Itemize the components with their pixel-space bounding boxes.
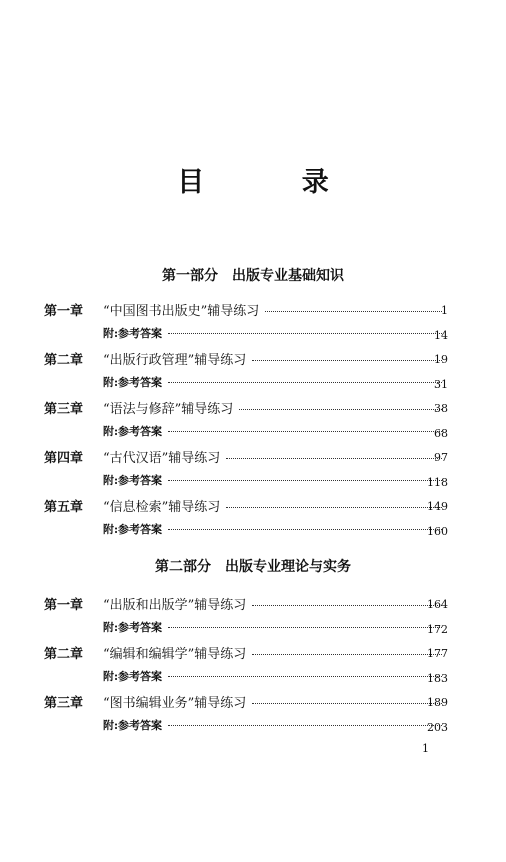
dot-leader (168, 430, 442, 432)
page-number: 31 (434, 378, 448, 391)
chapter-title: “出版行政管理”辅导练习 (103, 353, 247, 368)
folio-number: 1 (422, 742, 429, 755)
page-number: 164 (427, 598, 448, 611)
toc-answer-row[interactable] (0, 668, 506, 688)
toc-answer-row[interactable] (0, 374, 506, 394)
chapter-title: “信息检索”辅导练习 (103, 500, 221, 515)
chapter-title: “图书编辑业务”辅导练习 (103, 696, 247, 711)
toc-answer-row[interactable] (0, 325, 506, 345)
chapter-label: 第二章 (44, 647, 84, 662)
answer-label: 附:参考答案 (103, 327, 163, 340)
page-number: 38 (434, 402, 448, 415)
page-number: 177 (427, 647, 448, 660)
page-number: 203 (427, 721, 448, 734)
chapter-label: 第二章 (44, 353, 84, 368)
page-number: 1 (441, 304, 448, 317)
chapter-label: 第三章 (44, 696, 84, 711)
answer-label: 附:参考答案 (103, 376, 163, 389)
dot-leader (252, 359, 442, 361)
answer-label: 附:参考答案 (103, 523, 163, 536)
part-title: 第二部分 出版专业理论与实务 (155, 559, 351, 575)
toc-chapter-row[interactable] (0, 643, 506, 663)
answer-label: 附:参考答案 (103, 670, 163, 683)
page-number: 183 (427, 672, 448, 685)
chapter-label: 第一章 (44, 598, 84, 613)
toc-chapter-row[interactable] (0, 496, 506, 516)
toc-chapter-row[interactable] (0, 398, 506, 418)
dot-leader (252, 653, 442, 655)
dot-leader (265, 310, 442, 312)
dot-leader (168, 479, 442, 481)
page-number: 68 (434, 427, 448, 440)
page-number: 14 (434, 329, 448, 342)
dot-leader (252, 604, 442, 606)
page-number: 19 (434, 353, 448, 366)
answer-label: 附:参考答案 (103, 621, 163, 634)
page-number: 160 (427, 525, 448, 538)
toc-chapter-row[interactable] (0, 692, 506, 712)
part-title: 第一部分 出版专业基础知识 (162, 268, 344, 284)
page-title: 目 录 (177, 167, 373, 198)
chapter-title: “编辑和编辑学”辅导练习 (103, 647, 247, 662)
page-number: 189 (427, 696, 448, 709)
toc-chapter-row[interactable] (0, 300, 506, 320)
dot-leader (239, 408, 442, 410)
answer-label: 附:参考答案 (103, 719, 163, 732)
dot-leader (168, 332, 442, 334)
page-number: 149 (427, 500, 448, 513)
chapter-title: “语法与修辞”辅导练习 (103, 402, 234, 417)
page-number: 97 (434, 451, 448, 464)
toc-answer-row[interactable] (0, 423, 506, 443)
dot-leader (226, 506, 442, 508)
dot-leader (168, 724, 442, 726)
toc-chapter-row[interactable] (0, 447, 506, 467)
toc-answer-row[interactable] (0, 472, 506, 492)
dot-leader (252, 702, 442, 704)
chapter-label: 第五章 (44, 500, 84, 515)
dot-leader (226, 457, 442, 459)
dot-leader (168, 381, 442, 383)
toc-chapter-row[interactable] (0, 349, 506, 369)
chapter-label: 第一章 (44, 304, 84, 319)
chapter-label: 第四章 (44, 451, 84, 466)
dot-leader (168, 528, 442, 530)
dot-leader (168, 675, 442, 677)
toc-answer-row[interactable] (0, 619, 506, 639)
chapter-title: “中国图书出版史”辅导练习 (103, 304, 260, 319)
chapter-label: 第三章 (44, 402, 84, 417)
toc-answer-row[interactable] (0, 521, 506, 541)
chapter-title: “出版和出版学”辅导练习 (103, 598, 247, 613)
page-number: 118 (427, 476, 448, 489)
toc-answer-row[interactable] (0, 717, 506, 737)
toc-chapter-row[interactable] (0, 594, 506, 614)
answer-label: 附:参考答案 (103, 474, 163, 487)
dot-leader (168, 626, 442, 628)
chapter-title: “古代汉语”辅导练习 (103, 451, 221, 466)
page-number: 172 (427, 623, 448, 636)
answer-label: 附:参考答案 (103, 425, 163, 438)
